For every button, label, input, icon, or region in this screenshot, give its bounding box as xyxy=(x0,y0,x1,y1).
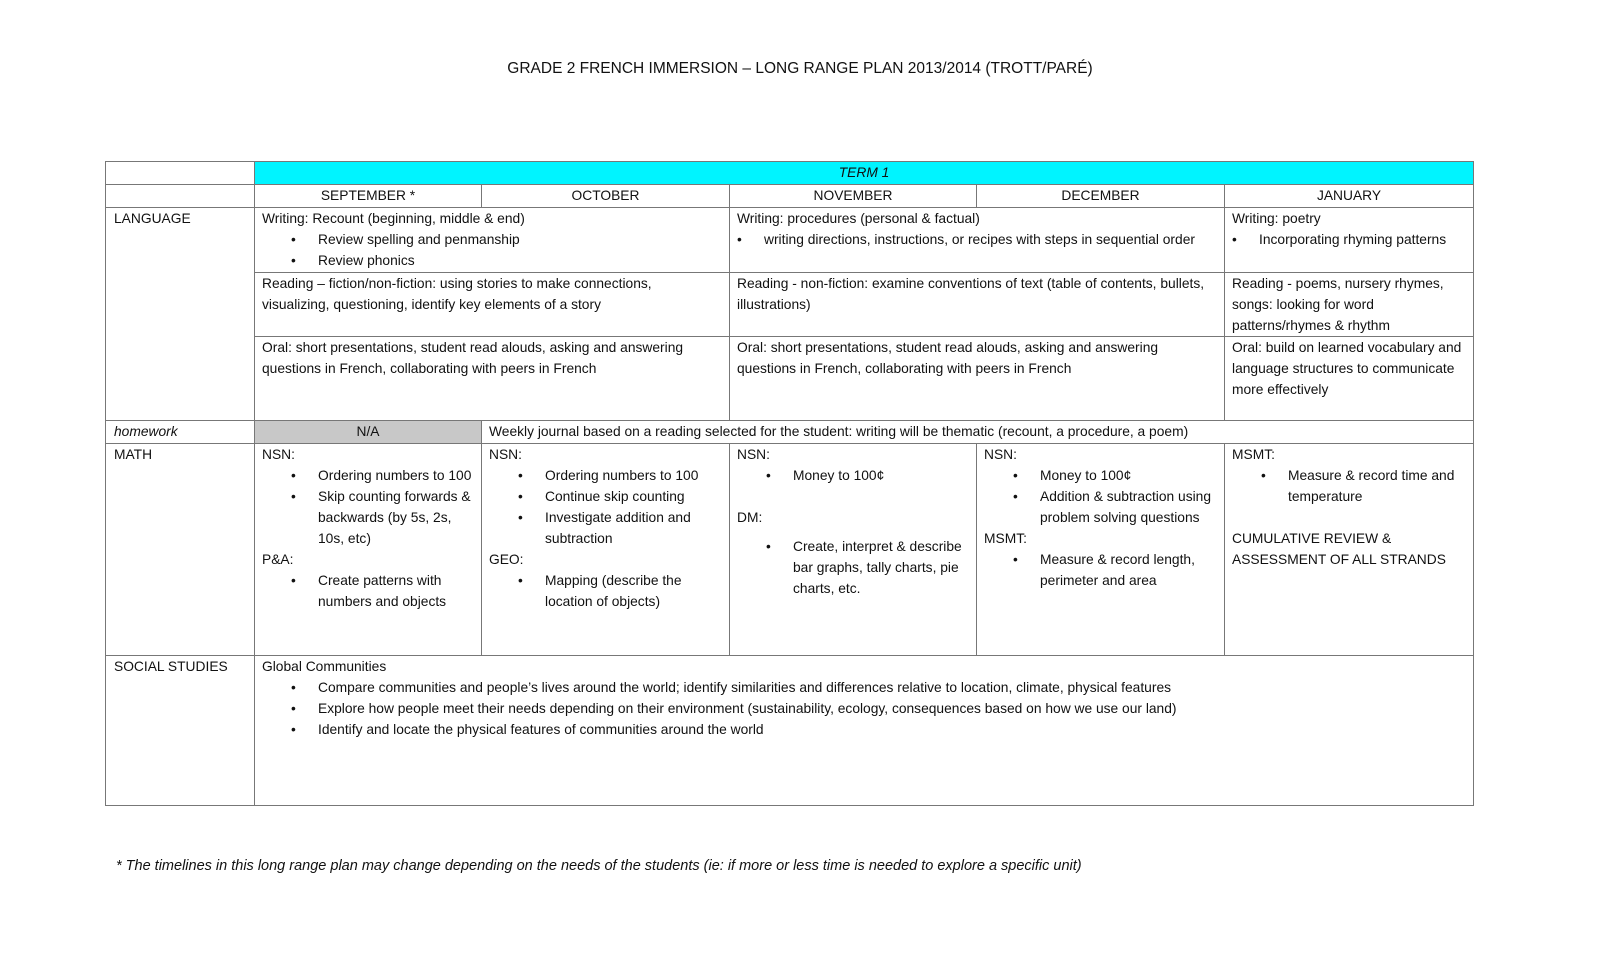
oral-jan: Oral: build on learned vocabulary and language structures to communicate more effectively xyxy=(1225,337,1474,421)
month-october: OCTOBER xyxy=(482,185,730,208)
list-item: • Addition & subtraction using problem solving questions xyxy=(1040,486,1217,528)
language-label: LANGUAGE xyxy=(106,208,255,421)
writing-nov-dec xyxy=(730,208,1225,273)
footnote: * The timelines in this long range plan may change depending on the needs of the students (ie: if more or less time is needed to explore a specific unit) xyxy=(116,858,1082,874)
list-item: • Review spelling and penmanship xyxy=(318,229,722,250)
language-reading-row xyxy=(106,273,1474,337)
cumulative-review-note: CUMULATIVE REVIEW & ASSESSMENT OF ALL STRANDS xyxy=(1232,531,1446,567)
writing-heading: Writing: Recount (beginning, middle & end) xyxy=(262,211,525,226)
math-september xyxy=(255,444,482,656)
language-oral-row xyxy=(106,337,1474,421)
strand-label: MSMT: xyxy=(1232,447,1275,462)
writing-heading: Writing: poetry xyxy=(1232,211,1321,226)
math-january xyxy=(1225,444,1474,656)
strand-label: P&A: xyxy=(262,552,294,567)
writing-jan xyxy=(1225,208,1474,273)
list-item: • Mapping (describe the location of objects) xyxy=(545,570,722,612)
term-header: TERM 1 xyxy=(255,162,1474,185)
list-item: • Compare communities and people’s lives around the world; identify similarities and differences relative to location, climate, physical features xyxy=(318,677,1466,698)
homework-row xyxy=(106,421,1474,444)
reading-sep-oct: Reading – fiction/non-fiction: using stories to make connections, visualizing, questioning, identify key elements of a story xyxy=(255,273,730,337)
empty-cell xyxy=(106,185,255,208)
list-item: • Skip counting forwards & backwards (by 5s, 2s, 10s, etc) xyxy=(318,486,474,549)
social-studies-row xyxy=(106,656,1474,806)
social-studies-label: SOCIAL STUDIES xyxy=(106,656,255,806)
social-heading: Global Communities xyxy=(262,659,387,674)
strand-label: MSMT: xyxy=(984,531,1027,546)
homework-rest: Weekly journal based on a reading selected for the student: writing will be thematic (recount, a procedure, a poem) xyxy=(482,421,1474,444)
oral-nov-dec: Oral: short presentations, student read alouds, asking and answering questions in French, collaborating with peers in French xyxy=(730,337,1225,421)
long-range-plan-table xyxy=(105,161,1474,806)
reading-jan: Reading - poems, nursery rhymes, songs: looking for word patterns/rhymes & rhythm xyxy=(1225,273,1474,337)
list-item: • Measure & record length, perimeter and area xyxy=(1040,549,1217,591)
list-item: • Explore how people meet their needs depending on their environment (sustainability, ecology, consequences based on how we use our land) xyxy=(318,698,1466,719)
empty-cell xyxy=(106,162,255,185)
list-item: • Money to 100¢ xyxy=(793,465,969,486)
list-item: • Review phonics xyxy=(318,250,722,271)
strand-label: NSN: xyxy=(984,447,1017,462)
list-item: • Ordering numbers to 100 xyxy=(318,465,474,486)
writing-sep-oct xyxy=(255,208,730,273)
math-label: MATH xyxy=(106,444,255,656)
homework-september: N/A xyxy=(255,421,482,444)
social-studies-content xyxy=(255,656,1474,806)
term-row xyxy=(106,162,1474,185)
strand-label: NSN: xyxy=(262,447,295,462)
month-september: SEPTEMBER * xyxy=(255,185,482,208)
document-title: GRADE 2 FRENCH IMMERSION – LONG RANGE PLAN 2013/2014 (TROTT/PARÉ) xyxy=(507,60,1093,77)
list-item: • Ordering numbers to 100 xyxy=(545,465,722,486)
months-row xyxy=(106,185,1474,208)
list-item: • Incorporating rhyming patterns xyxy=(1259,229,1466,250)
list-item: • Measure & record time and temperature xyxy=(1288,465,1466,507)
list-item: • Continue skip counting xyxy=(545,486,722,507)
strand-label: NSN: xyxy=(489,447,522,462)
month-december: DECEMBER xyxy=(977,185,1225,208)
list-item: • Create, interpret & describe bar graphs, tally charts, pie charts, etc. xyxy=(793,536,969,599)
list-item: • Identify and locate the physical features of communities around the world xyxy=(318,719,1466,740)
list-item: • Money to 100¢ xyxy=(1040,465,1217,486)
math-row xyxy=(106,444,1474,656)
math-october xyxy=(482,444,730,656)
reading-nov-dec: Reading - non-fiction: examine conventions of text (table of contents, bullets, illustrations) xyxy=(730,273,1225,337)
writing-heading: Writing: procedures (personal & factual) xyxy=(737,211,980,226)
list-item: • Investigate addition and subtraction xyxy=(545,507,722,549)
language-writing-row xyxy=(106,208,1474,273)
homework-label: homework xyxy=(106,421,255,444)
list-item: • writing directions, instructions, or recipes with steps in sequential order xyxy=(764,229,1217,250)
math-november xyxy=(730,444,977,656)
month-november: NOVEMBER xyxy=(730,185,977,208)
math-december xyxy=(977,444,1225,656)
strand-label: NSN: xyxy=(737,447,770,462)
oral-sep-oct: Oral: short presentations, student read alouds, asking and answering questions in French, collaborating with peers in French xyxy=(255,337,730,421)
month-january: JANUARY xyxy=(1225,185,1474,208)
strand-label: DM: xyxy=(737,510,763,525)
list-item: • Create patterns with numbers and objects xyxy=(318,570,474,612)
strand-label: GEO: xyxy=(489,552,524,567)
